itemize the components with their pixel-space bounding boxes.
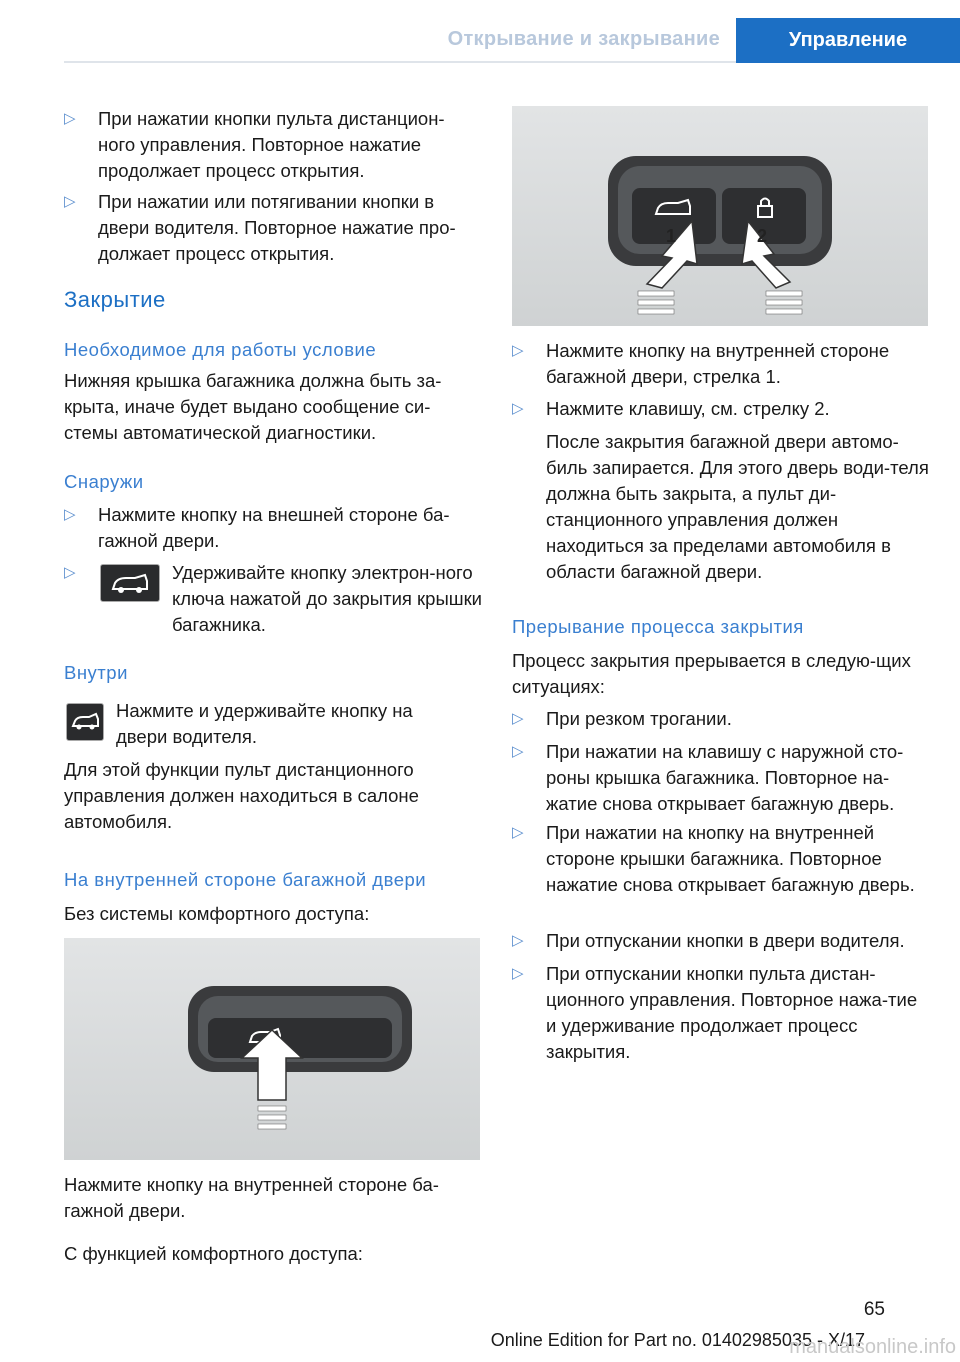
trunk-key-icon: [100, 564, 160, 602]
list-item: [512, 961, 932, 1065]
subsection-heading: Необходимое для работы условие: [64, 339, 377, 360]
bullet-arrow-icon: ▷: [512, 400, 524, 417]
bullet-arrow-icon: ▷: [512, 710, 524, 727]
header-chapter-tab: Управление: [736, 18, 960, 63]
page-number: 65: [863, 1299, 885, 1320]
bullet-arrow-icon: ▷: [512, 824, 524, 841]
driver-door-trunk-icon: [66, 703, 104, 741]
list-item-text: При отпускании кнопки в двери водителя.: [546, 930, 905, 951]
list-item-text: При нажатии кнопки пульта дистанцион-ного управления. Повторное нажатие продолжает процесс открытия.: [98, 108, 445, 181]
arrow-label-1: 1: [666, 226, 677, 246]
subsection-heading: Прерывание процесса закрытия: [512, 616, 804, 637]
paragraph: Процесс закрытия прерывается в следую-щих ситуациях:: [512, 650, 911, 697]
footer-edition: Online Edition for Part no. 01402985035 - X/17: [490, 1330, 865, 1350]
list-item-text: Удерживайте кнопку электрон-ного ключа нажатой до закрытия крышки багажника.: [172, 562, 483, 635]
bullet-arrow-icon: ▷: [64, 110, 76, 127]
list-item-text: При нажатии на клавишу с наружной сто-роны крышка багажника. Повторное на-жатие снова открывает багажную дверь.: [546, 741, 904, 814]
bullet-arrow-icon: ▷: [512, 965, 524, 982]
arrow-label-2: 2: [757, 226, 768, 246]
bullet-arrow-icon: ▷: [64, 564, 76, 581]
list-item-text: Нажмите кнопку на внешней стороне ба-гажной двери.: [98, 504, 450, 551]
list-item-text: При отпускании кнопки пульта дистан-ционного управления. Повторное нажа-тие и удерживание продолжает процесс закрытия.: [546, 963, 918, 1062]
list-item: [64, 106, 484, 184]
bullet-arrow-icon: ▷: [512, 743, 524, 760]
paragraph: С функцией комфортного доступа:: [64, 1243, 363, 1264]
watermark: manualsonline.info: [789, 1336, 956, 1358]
list-item: [512, 706, 932, 732]
subsection-heading: Внутри: [64, 662, 128, 683]
list-item: [512, 739, 932, 817]
tailgate-button-photo: [64, 938, 480, 1160]
list-item: [64, 502, 484, 554]
list-item: [512, 338, 932, 390]
list-item: [64, 189, 484, 267]
list-item: [512, 396, 932, 422]
list-item: [512, 820, 932, 898]
list-item-text: Нажмите кнопку на внутренней стороне багажной двери, стрелка 1.: [546, 340, 890, 387]
paragraph: Нижняя крышка багажника должна быть за-крыта, иначе будет выдано сообщение си-стемы автоматической диагностики.: [64, 370, 442, 443]
paragraph: Нажмите и удерживайте кнопку на двери водителя.: [116, 700, 413, 747]
subsection-heading: На внутренней стороне багажной двери: [64, 869, 427, 890]
paragraph: Без системы комфортного доступа:: [64, 903, 370, 924]
list-item-text: При резком трогании.: [546, 708, 732, 729]
bullet-arrow-icon: ▷: [512, 932, 524, 949]
list-item: [512, 928, 932, 954]
bullet-arrow-icon: ▷: [64, 193, 76, 210]
bullet-arrow-icon: ▷: [512, 342, 524, 359]
bullet-arrow-icon: ▷: [64, 506, 76, 523]
list-item-text: При нажатии или потягивании кнопки в двери водителя. Повторное нажатие про-должает процесс открытия.: [98, 191, 456, 264]
list-item-text: При нажатии на кнопку на внутренней стороне крышки багажника. Повторное нажатие снова открывает багажную дверь.: [546, 822, 915, 895]
header-section-title: Открывание и закрывание: [447, 28, 720, 50]
comfort-access-buttons-photo: [512, 106, 928, 326]
section-heading: Закрытие: [64, 287, 166, 312]
list-item-text: Нажмите клавишу, см. стрелку 2.: [546, 398, 830, 419]
paragraph: После закрытия багажной двери автомо-биль запирается. Для этого дверь води-теля должна быть закрыта, а пульт ди-станционного управления должен находиться за пределами автомобиля в области багажной двери.: [546, 431, 929, 582]
subsection-heading: Снаружи: [64, 471, 144, 492]
paragraph: Для этой функции пульт дистанционного управления должен находиться в салоне автомобиля.: [64, 759, 419, 832]
paragraph: Нажмите кнопку на внутренней стороне ба-гажной двери.: [64, 1174, 439, 1221]
